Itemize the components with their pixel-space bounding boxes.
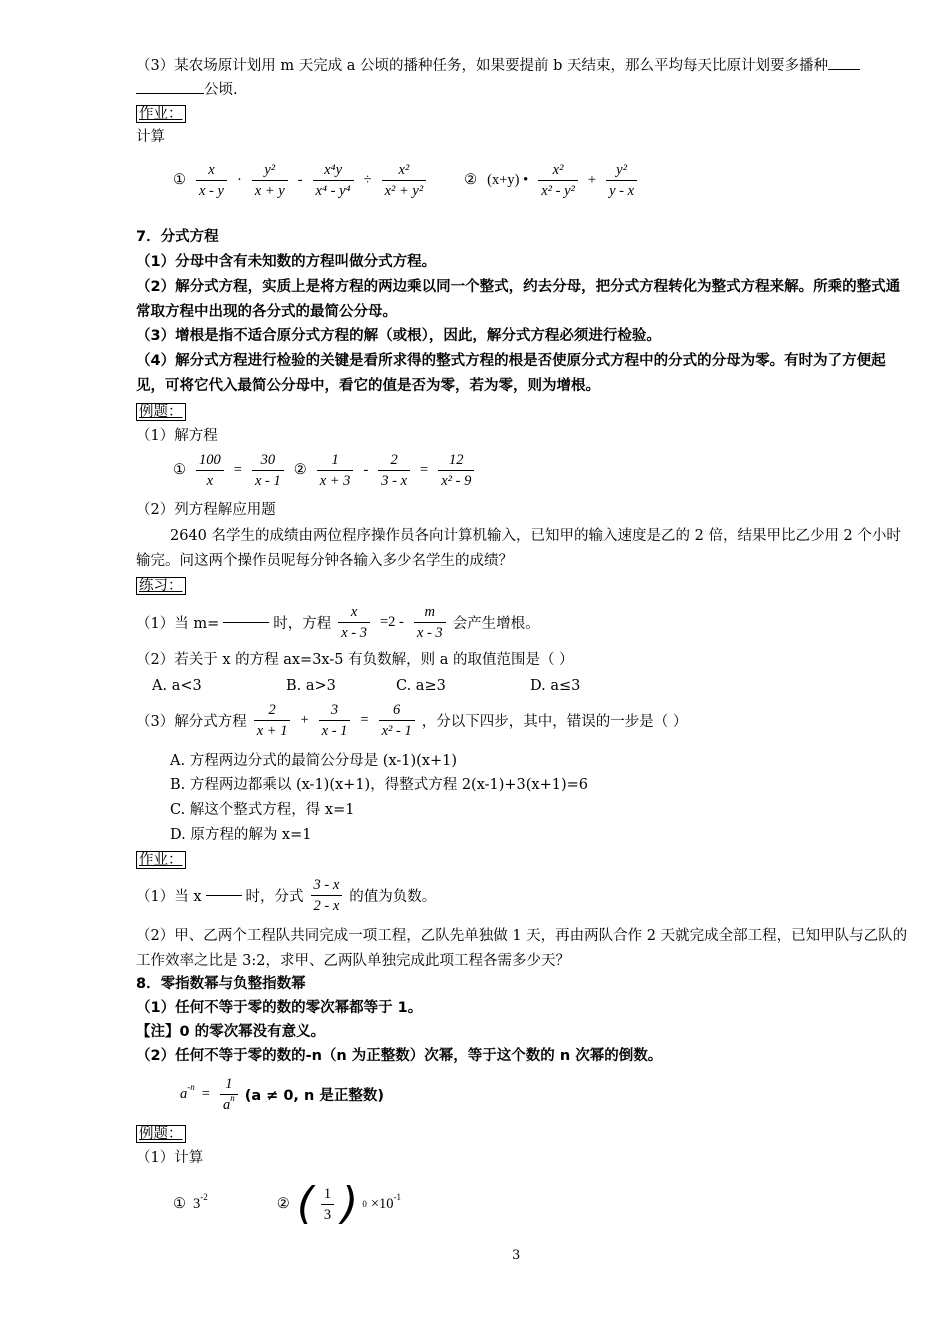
example-label: 例题： — [136, 402, 186, 422]
section-7-point-4: （4）解分式方程进行检验的关键是看所求得的整式方程的根是否使原分式方程中的分式的分母为零。有时为了方便起见，可将它代入最简公分母中，看它的值是否为零，若为零，则为增根。 — [136, 353, 886, 394]
practice-3-option-b: B. 方程两边都乘以 (x-1)(x+1)，得整式方程 2(x-1)+3(x+1)=6 — [170, 777, 589, 793]
fraction: $\frac{3 - x}{2 - x}$ — [311, 875, 343, 916]
practice-3: （3）解分式方程 $\frac{2}{x + 1}$ + $\frac{3}{x - 1}$ = $\frac{6}{\text{x² - 1}}$ ，分以下四步，其中，错误的一步是（ ） — [136, 702, 688, 739]
question-3-line2: 公顷. — [136, 80, 238, 100]
fraction: $\frac{1}{a^n}$ — [220, 1074, 238, 1115]
fraction: $\frac{6}{\text{x² - 1}}$ — [379, 700, 415, 741]
homework-label: 作业： — [136, 104, 186, 124]
example-2-body: 2640 名学生的成绩由两位程序操作员各向计算机输入，已知甲的输入速度是乙的 2 倍，结果甲比乙少用 2 个小时输完。问这两个操作员呢每分钟各输入多少名学生的成绩？ — [136, 528, 901, 569]
section-7-point-3: （3）增根是指不适合原分式方程的解（或根），因此，解分式方程必须进行检验。 — [136, 328, 661, 344]
negative-exponent-formula: $a^{-n}$ = $\frac{1}{a^n}$ (a ≠ 0, n 是正整数) — [180, 1076, 384, 1113]
question-3-line1: （3）某农场原计划用 m 天完成 a 公顷的播种任务，如果要提前 b 天结束，那么平均每天比原计划要多播种 — [136, 56, 860, 76]
practice-3-option-c: C. 解这个整式方程，得 x=1 — [170, 802, 355, 818]
section-8-point-2: （2）任何不等于零的数的-n（n 为正整数）次幂，等于这个数的 n 次幂的倒数。 — [136, 1048, 663, 1064]
section-7-title: 7．分式方程 — [136, 229, 219, 245]
fraction: $\frac{\text{x²}}{\text{x² - y²}}$ — [538, 160, 578, 201]
practice-3-option-d: D. 原方程的解为 x=1 — [170, 827, 312, 843]
circled-2: ② — [464, 172, 478, 188]
calc-label: 计算 — [136, 129, 165, 145]
section-7-point-2: （2）解分式方程，实质上是将方程的两边乘以同一个整式，约去分母，把分式方程转化为整式方程来解。所乘的整式通常取方程中出现的各分式的最简公分母。 — [136, 279, 901, 320]
calc-expression-row: ① $\frac{x}{x - y}$ · $\frac{\text{y²}}{x + y}$ - $\frac{\text{x⁴y}}{\text{x⁴ - y⁴}}$ ÷ $\frac{\text{x²}}{\text{x² + y²}}$ ② (x+y) • $\frac{\text{x²}}{\text{x² - y²}}$ + $\frac{\text{y²}}{y - x}$ — [170, 160, 640, 201]
homework-label-2: 作业： — [136, 850, 186, 870]
page-number: 3 — [512, 1248, 521, 1263]
fraction: $\frac{\text{x⁴y}}{\text{x⁴ - y⁴}}$ — [313, 160, 354, 201]
section-8-note: 【注】0 的零次幂没有意义。 — [136, 1024, 326, 1040]
fraction: $\frac{2}{3 - x}$ — [378, 450, 410, 491]
answer-blank — [136, 93, 204, 94]
practice-2-option-a: A. a<3 — [152, 678, 202, 694]
practice-2-option-c: C. a≥3 — [396, 678, 446, 694]
fraction: $\frac{\text{y²}}{y - x}$ — [606, 160, 637, 201]
calc-title: （1）计算 — [136, 1150, 204, 1166]
fraction: $\frac{x}{x - y}$ — [196, 160, 227, 201]
example-label-2: 例题： — [136, 1124, 186, 1144]
practice-1: （1）当 m= 时，方程 $\frac{x}{x - 3}$ =2 - $\frac{m}{x - 3}$ 会产生增根。 — [136, 604, 540, 641]
fraction: $\frac{100}{x}$ — [196, 450, 224, 491]
fraction: $\frac{\text{y²}}{x + y}$ — [252, 160, 288, 201]
practice-2: （2）若关于 x 的方程 ax=3x-5 有负数解，则 a 的取值范围是（ ） — [136, 652, 574, 668]
fraction: $\frac{x}{x - 3}$ — [338, 602, 370, 643]
equation-row: ① $\frac{100}{x}$ = $\frac{30}{x - 1}$ ② $\frac{1}{x + 3}$ - $\frac{2}{3 - x}$ = $\frac{12}{\text{x² - 9}}$ — [170, 450, 477, 491]
fraction: $\frac{m}{x - 3}$ — [414, 602, 446, 643]
fraction: $\frac{30}{x - 1}$ — [252, 450, 284, 491]
answer-blank — [828, 69, 860, 70]
section-8-title: 8．零指数幂与负整指数幂 — [136, 976, 306, 992]
homework-2: （2）甲、乙两个工程队共同完成一项工程，乙队先单独做 1 天，再由两队合作 2 天就完成全部工程，已知甲队与乙队的工作效率之比是 3:2，求甲、乙两队单独完成此项工程各需多少天？ — [136, 928, 908, 969]
practice-2-option-d: D. a≤3 — [530, 678, 581, 694]
fraction: $\frac{3}{x - 1}$ — [319, 700, 351, 741]
example-2-title: （2）列方程解应用题 — [136, 502, 276, 518]
power-calc-row: ① $3^{-2}$ ② ( $\frac{1}{3}$ ) 0 $\times 10^{-1}$ — [173, 1178, 402, 1229]
practice-2-option-b: B. a>3 — [286, 678, 336, 694]
circled-1: ① — [173, 172, 186, 188]
fraction: $\frac{1}{x + 3}$ — [317, 450, 354, 491]
fraction: $\frac{12}{\text{x² - 9}}$ — [438, 450, 474, 491]
fraction: $\frac{2}{x + 1}$ — [254, 700, 291, 741]
practice-label: 练习： — [136, 576, 186, 596]
example-1-title: （1）解方程 — [136, 428, 218, 444]
practice-3-option-a: A. 方程两边分式的最简公分母是 (x-1)(x+1) — [170, 753, 458, 769]
fraction: $\frac{1}{3}$ — [321, 1184, 334, 1225]
section-7-point-1: （1）分母中含有未知数的方程叫做分式方程。 — [136, 254, 437, 270]
section-8-point-1: （1）任何不等于零的数的零次幂都等于 1。 — [136, 1000, 423, 1016]
homework-1: （1）当 x 时，分式 $\frac{3 - x}{2 - x}$ 的值为负数。 — [136, 877, 437, 914]
fraction: $\frac{\text{x²}}{\text{x² + y²}}$ — [382, 160, 427, 201]
